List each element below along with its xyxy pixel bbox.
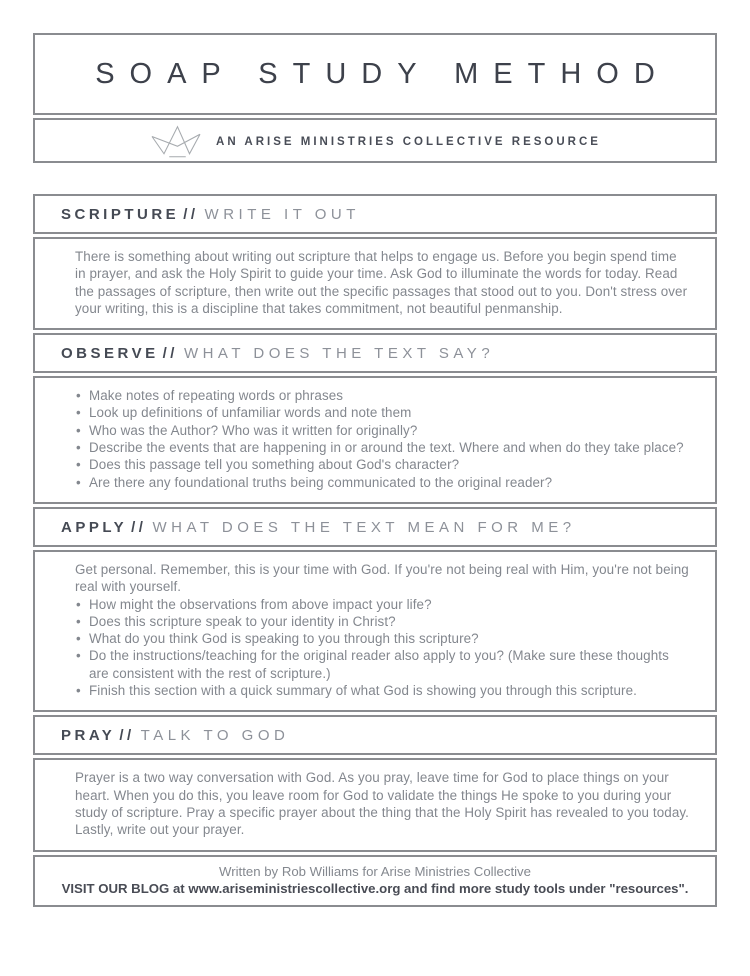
footer-box — [33, 855, 717, 908]
section-heading-observe — [33, 333, 717, 373]
list-item: • Does this scripture speak to your identity in Christ? — [76, 613, 689, 630]
section-label: PRAY — [61, 727, 116, 745]
list-item: • Look up definitions of unfamiliar words and note them — [76, 404, 689, 421]
branding-box — [33, 118, 717, 163]
section-heading-apply — [33, 507, 717, 547]
section-subtitle: WHAT DOES THE TEXT MEAN FOR ME? — [152, 518, 576, 536]
section-body-scripture — [33, 237, 717, 330]
tagline-text: AN ARISE MINISTRIES COLLECTIVE RESOURCE — [216, 135, 601, 148]
list-item: • Do the instructions/teaching for the original reader also apply to you? (Make sure these thoughts are consistent with the rest of scripture.) — [76, 647, 689, 682]
pray-paragraph: Prayer is a two way conversation with God. As you pray, leave time for God to place things on your heart. When you do this, you leave room for God to validate the things He spoke to you during your study of scripture. Pray a specific prayer about the thing that the Holy Spirit has revealed to you today. Lastly, write out your prayer. — [75, 770, 689, 838]
page-title: SOAP STUDY METHOD — [95, 57, 670, 90]
section-body-observe — [33, 376, 717, 504]
scripture-paragraph: There is something about writing out scripture that helps to engage us. Before you begin spend time in prayer, and ask the Holy Spirit to guide your time. Ask God to illuminate the words for today. Read the passages of scripture, then write out the specific passages that stood out to you. Don't stress over your writing, this is a discipline that takes commitment, not beautiful penmanship. — [75, 249, 688, 316]
section-separator: // — [119, 727, 135, 745]
apply-intro-paragraph: Get personal. Remember, this is your time with God. If you're not being real with Him, you're not being real with yourself. — [75, 561, 689, 595]
section-subtitle: WHAT DOES THE TEXT SAY? — [183, 345, 495, 363]
list-item: • Make notes of repeating words or phrases — [76, 387, 689, 404]
section-heading-scripture — [33, 194, 717, 234]
list-item: • Are there any foundational truths being communicated to the original reader? — [76, 474, 689, 491]
section-subtitle: WRITE IT OUT — [204, 206, 360, 223]
list-item: • Does this passage tell you something about God's character? — [76, 456, 689, 473]
title-box — [33, 33, 717, 115]
list-item: • What do you think God is speaking to you through this scripture? — [76, 630, 689, 647]
footer-credit: Written by Rob Williams for Arise Ministries Collective — [219, 863, 531, 879]
section-subtitle: TALK TO GOD — [140, 727, 290, 745]
section-label: SCRIPTURE — [61, 206, 180, 223]
footer-blog-callout: VISIT OUR BLOG at www.ariseministriescollective.org and find more study tools under "resources". — [61, 880, 689, 896]
section-separator: // — [131, 518, 147, 536]
observe-bullet-list — [75, 387, 689, 491]
section-label: APPLY — [61, 518, 128, 536]
list-item: • How might the observations from above impact your life? — [76, 596, 689, 613]
list-item: • Who was the Author? Who was it written for originally? — [76, 422, 689, 439]
worksheet-body — [33, 194, 717, 907]
section-heading-pray — [33, 715, 717, 755]
list-item: • Describe the events that are happening in or around the text. Where and when do they take place? — [76, 439, 689, 456]
apply-bullet-list — [75, 596, 689, 700]
section-body-apply — [33, 550, 717, 712]
section-body-pray — [33, 758, 717, 851]
section-separator: // — [162, 345, 178, 363]
section-separator: // — [183, 206, 199, 223]
list-item: • Finish this section with a quick summary of what God is showing you through this scripture. — [76, 682, 689, 699]
crown-logo-icon — [149, 123, 203, 159]
section-label: OBSERVE — [61, 345, 159, 363]
